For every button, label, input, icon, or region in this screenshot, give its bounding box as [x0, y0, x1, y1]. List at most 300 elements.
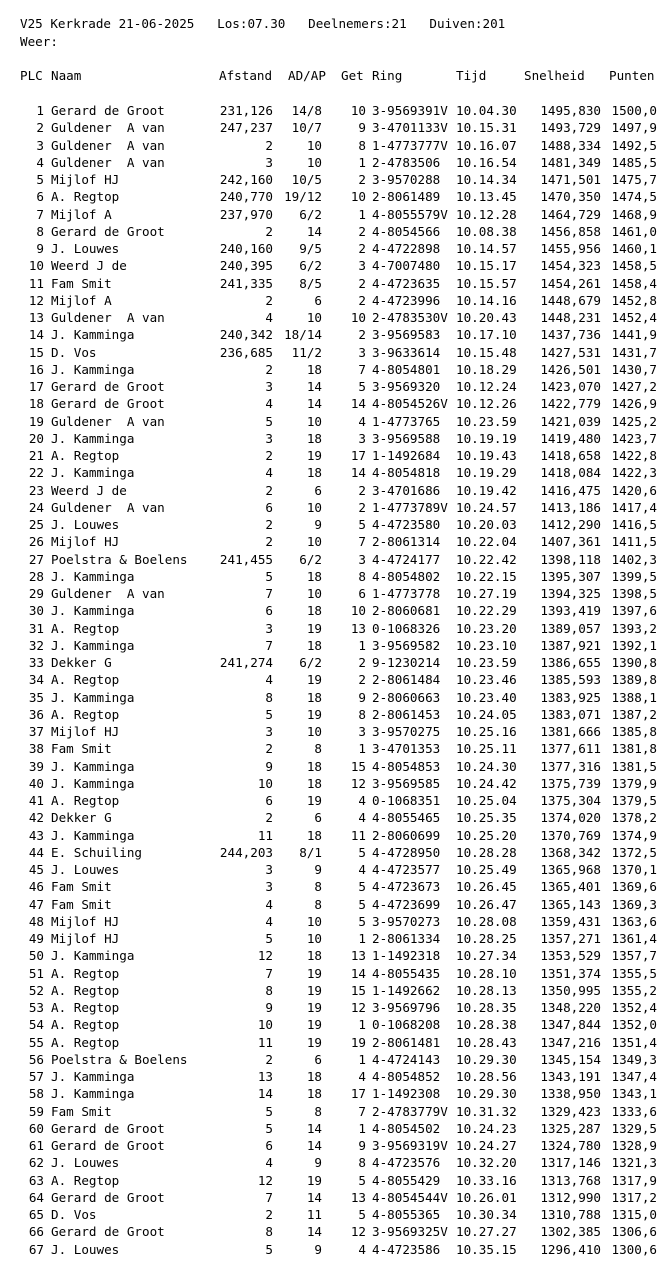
cell-snelheid: 1493,729	[540, 120, 601, 136]
cell-snelheid: 1351,374	[540, 965, 601, 981]
cell-adap: 14	[306, 1189, 322, 1205]
cell-ring: 3-9569582	[372, 637, 441, 653]
cell-naam: Fam Smit	[51, 741, 112, 757]
cell-plc: 44	[28, 844, 44, 860]
cell-snelheid: 1365,968	[540, 862, 601, 877]
column-header-ring: Ring	[372, 68, 403, 83]
cell-snelheid: 1365,401	[540, 879, 601, 895]
cell-plc: 48	[28, 913, 44, 929]
cell-ring: 1-4773777V	[372, 137, 448, 153]
cell-punten: 1398,5	[611, 586, 657, 601]
cell-get: 8	[358, 568, 366, 584]
cell-afstand: 9	[265, 1000, 273, 1015]
cell-tijd: 10.22.42	[456, 551, 517, 567]
cell-afstand: 241,274	[219, 655, 273, 670]
cell-naam: A. Regtop	[51, 1172, 120, 1188]
cell-adap: 6	[314, 292, 322, 308]
cell-snelheid: 1347,844	[540, 1017, 601, 1033]
cell-afstand: 2	[265, 810, 273, 826]
cell-punten: 1422,8	[611, 448, 657, 463]
cell-adap: 9	[314, 517, 322, 532]
cell-adap: 6/2	[299, 551, 322, 567]
cell-get: 5	[358, 1172, 366, 1188]
cell-snelheid: 1495,830	[540, 103, 601, 118]
cell-adap: 19	[306, 1172, 322, 1188]
cell-adap: 8	[314, 1103, 322, 1119]
cell-tijd: 10.25.11	[456, 741, 517, 757]
cell-tijd: 10.23.10	[456, 637, 517, 653]
cell-ring: 2-8061334	[372, 931, 441, 946]
cell-tijd: 10.20.43	[456, 310, 517, 325]
cell-tijd: 10.25.35	[456, 810, 517, 826]
cell-tijd: 10.17.10	[456, 327, 517, 343]
cell-naam: D. Vos	[51, 344, 97, 360]
cell-snelheid: 1407,361	[540, 534, 601, 550]
cell-plc: 29	[28, 586, 44, 601]
cell-afstand: 7	[265, 965, 273, 981]
cell-tijd: 10.28.56	[456, 1069, 517, 1084]
cell-adap: 10	[306, 913, 322, 929]
cell-snelheid: 1312,990	[540, 1189, 601, 1205]
cell-punten: 1328,9	[611, 1138, 657, 1153]
cell-naam: Mijlof A	[51, 206, 112, 222]
cell-plc: 38	[28, 741, 44, 757]
cell-snelheid: 1381,666	[540, 724, 601, 739]
cell-tijd: 10.19.19	[456, 430, 517, 446]
cell-afstand: 10	[257, 1017, 273, 1033]
cell-naam: J. Kamminga	[51, 775, 135, 791]
cell-ring: 4-8054526V	[372, 396, 448, 412]
cell-afstand: 241,335	[219, 275, 273, 291]
cell-snelheid: 1387,921	[540, 637, 601, 653]
cell-naam: A. Regtop	[51, 793, 120, 808]
cell-get: 13	[350, 1189, 366, 1205]
cell-tijd: 10.22.04	[456, 534, 517, 550]
cell-punten: 1300,6	[611, 1241, 657, 1257]
cell-plc: 4	[36, 154, 44, 170]
cell-adap: 9	[314, 862, 322, 877]
cell-naam: Gerard de Groot	[51, 1224, 165, 1240]
cell-ring: 2-8061453	[372, 706, 441, 722]
cell-punten: 1352,4	[611, 1000, 657, 1015]
cell-tijd: 10.16.07	[456, 137, 517, 153]
cell-punten: 1458,5	[611, 258, 657, 274]
cell-afstand: 11	[257, 827, 273, 843]
cell-naam: Gerard de Groot	[51, 103, 165, 118]
cell-naam: Guldener A van	[51, 413, 165, 429]
cell-punten: 1369,6	[611, 879, 657, 895]
cell-tijd: 10.24.30	[456, 758, 517, 774]
cell-get: 2	[358, 499, 366, 515]
cell-tijd: 10.24.23	[456, 1120, 517, 1136]
cell-snelheid: 1383,925	[540, 689, 601, 705]
cell-plc: 42	[28, 810, 44, 826]
cell-adap: 18	[306, 361, 322, 377]
cell-plc: 54	[28, 1017, 44, 1033]
cell-get: 2	[358, 241, 366, 256]
cell-afstand: 240,160	[219, 241, 273, 256]
cell-naam: A. Regtop	[51, 706, 120, 722]
cell-ring: 2-4783530V	[372, 310, 448, 325]
cell-naam: Guldener A van	[51, 154, 165, 170]
cell-afstand: 240,342	[219, 327, 273, 343]
cell-punten: 1460,1	[611, 241, 657, 256]
cell-snelheid: 1454,323	[540, 258, 601, 274]
cell-get: 2	[358, 482, 366, 498]
cell-get: 10	[350, 103, 366, 118]
cell-punten: 1441,9	[611, 327, 657, 343]
cell-tijd: 10.29.30	[456, 1086, 517, 1102]
cell-ring: 4-4728950	[372, 844, 441, 860]
cell-snelheid: 1353,529	[540, 948, 601, 964]
cell-ring: 4-8055465	[372, 810, 441, 826]
cell-ring: 3-9569796	[372, 1000, 441, 1015]
cell-tijd: 10.28.28	[456, 844, 517, 860]
cell-adap: 18	[306, 603, 322, 619]
cell-tijd: 10.24.05	[456, 706, 517, 722]
cell-naam: J. Kamminga	[51, 603, 135, 619]
cell-ring: 2-8060681	[372, 603, 441, 619]
cell-ring: 3-4701133V	[372, 120, 448, 136]
cell-plc: 26	[28, 534, 44, 550]
column-header-naam: Naam	[51, 68, 82, 83]
cell-plc: 56	[28, 1051, 44, 1067]
cell-tijd: 10.24.42	[456, 775, 517, 791]
cell-adap: 18	[306, 827, 322, 843]
cell-afstand: 4	[265, 1155, 273, 1171]
cell-naam: Mijlof HJ	[51, 724, 120, 739]
cell-get: 2	[358, 327, 366, 343]
cell-tijd: 10.31.32	[456, 1103, 517, 1119]
cell-get: 10	[350, 310, 366, 325]
cell-get: 13	[350, 948, 366, 964]
cell-punten: 1500,0	[611, 103, 657, 118]
cell-get: 2	[358, 672, 366, 688]
cell-snelheid: 1374,020	[540, 810, 601, 826]
cell-get: 1	[358, 637, 366, 653]
cell-naam: J. Louwes	[51, 517, 120, 532]
cell-tijd: 10.14.34	[456, 172, 517, 187]
cell-adap: 6	[314, 810, 322, 826]
cell-ring: 2-8061314	[372, 534, 441, 550]
cell-punten: 1390,8	[611, 655, 657, 670]
cell-afstand: 244,203	[219, 844, 273, 860]
cell-snelheid: 1471,501	[540, 172, 601, 187]
cell-tijd: 10.23.59	[456, 413, 517, 429]
cell-adap: 6	[314, 482, 322, 498]
cell-adap: 19	[306, 706, 322, 722]
cell-get: 10	[350, 189, 366, 205]
cell-snelheid: 1365,143	[540, 896, 601, 912]
cell-adap: 19	[306, 1017, 322, 1033]
cell-plc: 19	[28, 413, 44, 429]
weather-label: Weer:	[20, 34, 58, 49]
cell-get: 1	[358, 206, 366, 222]
cell-afstand: 3	[265, 430, 273, 446]
cell-afstand: 231,126	[219, 103, 273, 118]
cell-get: 1	[358, 1017, 366, 1033]
cell-adap: 19/12	[284, 189, 322, 205]
cell-punten: 1452,4	[611, 310, 657, 325]
cell-ring: 2-8061481	[372, 1034, 441, 1050]
cell-get: 2	[358, 223, 366, 239]
cell-naam: J. Kamminga	[51, 361, 135, 377]
cell-plc: 50	[28, 948, 44, 964]
cell-naam: Gerard de Groot	[51, 379, 165, 394]
cell-punten: 1426,9	[611, 396, 657, 412]
cell-afstand: 237,970	[219, 206, 273, 222]
cell-adap: 11/2	[291, 344, 322, 360]
cell-tijd: 10.19.42	[456, 482, 517, 498]
cell-afstand: 9	[265, 758, 273, 774]
cell-naam: J. Kamminga	[51, 568, 135, 584]
cell-tijd: 10.28.43	[456, 1034, 517, 1050]
cell-ring: 1-4773778	[372, 586, 441, 601]
cell-snelheid: 1345,154	[540, 1051, 601, 1067]
cell-plc: 51	[28, 965, 44, 981]
cell-tijd: 10.28.38	[456, 1017, 517, 1033]
cell-get: 1	[358, 931, 366, 946]
cell-ring: 4-8055365	[372, 1207, 441, 1222]
cell-tijd: 10.24.27	[456, 1138, 517, 1153]
cell-naam: J. Kamminga	[51, 327, 135, 343]
cell-afstand: 242,160	[219, 172, 273, 187]
cell-punten: 1458,4	[611, 275, 657, 291]
cell-adap: 10	[306, 724, 322, 739]
cell-afstand: 5	[265, 706, 273, 722]
cell-snelheid: 1310,788	[540, 1207, 601, 1222]
cell-punten: 1317,2	[611, 1189, 657, 1205]
cell-adap: 10	[306, 137, 322, 153]
cell-snelheid: 1437,736	[540, 327, 601, 343]
cell-naam: J. Kamminga	[51, 827, 135, 843]
cell-adap: 18	[306, 948, 322, 964]
cell-ring: 4-4723576	[372, 1155, 441, 1171]
cell-afstand: 240,395	[219, 258, 273, 274]
cell-plc: 39	[28, 758, 44, 774]
cell-get: 9	[358, 1138, 366, 1153]
cell-ring: 4-8054852	[372, 1069, 441, 1084]
cell-afstand: 7	[265, 637, 273, 653]
cell-adap: 10	[306, 413, 322, 429]
cell-punten: 1387,2	[611, 706, 657, 722]
cell-get: 12	[350, 1224, 366, 1240]
cell-adap: 8	[314, 741, 322, 757]
cell-tijd: 10.15.57	[456, 275, 517, 291]
cell-plc: 10	[28, 258, 44, 274]
cell-adap: 9	[314, 1241, 322, 1257]
cell-tijd: 10.23.59	[456, 655, 517, 670]
cell-snelheid: 1456,858	[540, 223, 601, 239]
cell-afstand: 4	[265, 896, 273, 912]
cell-get: 17	[350, 448, 366, 463]
cell-afstand: 240,770	[219, 189, 273, 205]
cell-afstand: 6	[265, 1138, 273, 1153]
cell-tijd: 10.23.46	[456, 672, 517, 688]
cell-get: 3	[358, 344, 366, 360]
cell-snelheid: 1347,216	[540, 1034, 601, 1050]
cell-punten: 1475,7	[611, 172, 657, 187]
cell-punten: 1402,3	[611, 551, 657, 567]
cell-naam: J. Louwes	[51, 241, 120, 256]
cell-ring: 2-8061484	[372, 672, 441, 688]
cell-punten: 1381,8	[611, 741, 657, 757]
cell-get: 5	[358, 913, 366, 929]
cell-snelheid: 1393,419	[540, 603, 601, 619]
cell-punten: 1411,5	[611, 534, 657, 550]
cell-snelheid: 1419,480	[540, 430, 601, 446]
cell-get: 2	[358, 292, 366, 308]
cell-get: 5	[358, 844, 366, 860]
cell-snelheid: 1296,410	[540, 1241, 601, 1257]
cell-get: 5	[358, 896, 366, 912]
cell-tijd: 10.19.29	[456, 465, 517, 481]
cell-snelheid: 1317,146	[540, 1155, 601, 1171]
cell-ring: 4-8054818	[372, 465, 441, 481]
cell-ring: 3-9633614	[372, 344, 441, 360]
cell-ring: 1-1492662	[372, 982, 441, 998]
cell-ring: 0-1068208	[372, 1017, 441, 1033]
cell-adap: 14	[306, 396, 322, 412]
cell-tijd: 10.25.04	[456, 793, 517, 808]
cell-snelheid: 1418,658	[540, 448, 601, 463]
cell-punten: 1361,4	[611, 931, 657, 946]
cell-plc: 7	[36, 206, 44, 222]
cell-afstand: 13	[257, 1069, 273, 1084]
cell-snelheid: 1375,304	[540, 793, 601, 808]
cell-adap: 6/2	[299, 258, 322, 274]
cell-adap: 10	[306, 310, 322, 325]
cell-plc: 67	[28, 1241, 44, 1257]
cell-naam: Guldener A van	[51, 310, 165, 325]
cell-plc: 32	[28, 637, 44, 653]
cell-punten: 1347,4	[611, 1069, 657, 1084]
cell-snelheid: 1418,084	[540, 465, 601, 481]
cell-ring: 2-8060699	[372, 827, 441, 843]
cell-adap: 18	[306, 430, 322, 446]
cell-naam: Guldener A van	[51, 120, 165, 136]
column-header-punten: Punten	[609, 68, 655, 83]
cell-afstand: 2	[265, 137, 273, 153]
cell-adap: 18	[306, 637, 322, 653]
cell-snelheid: 1375,739	[540, 775, 601, 791]
cell-punten: 1369,3	[611, 896, 657, 912]
cell-punten: 1370,1	[611, 862, 657, 877]
cell-punten: 1352,0	[611, 1017, 657, 1033]
cell-plc: 45	[28, 862, 44, 877]
cell-tijd: 10.12.24	[456, 379, 517, 394]
cell-adap: 19	[306, 448, 322, 463]
cell-ring: 3-9570273	[372, 913, 441, 929]
cell-ring: 3-9569320	[372, 379, 441, 394]
cell-naam: A. Regtop	[51, 1000, 120, 1015]
cell-afstand: 2	[265, 482, 273, 498]
cell-tijd: 10.25.20	[456, 827, 517, 843]
cell-get: 8	[358, 1155, 366, 1171]
cell-get: 7	[358, 361, 366, 377]
cell-get: 4	[358, 810, 366, 826]
cell-adap: 10	[306, 534, 322, 550]
cell-afstand: 4	[265, 396, 273, 412]
cell-plc: 5	[36, 172, 44, 187]
cell-naam: A. Regtop	[51, 448, 120, 463]
cell-naam: J. Louwes	[51, 1155, 120, 1171]
cell-snelheid: 1481,349	[540, 154, 601, 170]
cell-get: 13	[350, 620, 366, 636]
cell-get: 9	[358, 120, 366, 136]
cell-afstand: 6	[265, 793, 273, 808]
cell-ring: 3-4701686	[372, 482, 441, 498]
cell-tijd: 10.29.30	[456, 1051, 517, 1067]
cell-plc: 52	[28, 982, 44, 998]
cell-plc: 12	[28, 292, 44, 308]
cell-adap: 18	[306, 1069, 322, 1084]
cell-tijd: 10.28.35	[456, 1000, 517, 1015]
cell-get: 3	[358, 724, 366, 739]
cell-ring: 3-9570275	[372, 724, 441, 739]
cell-punten: 1392,1	[611, 637, 657, 653]
cell-tijd: 10.24.57	[456, 499, 517, 515]
cell-afstand: 8	[265, 982, 273, 998]
cell-plc: 59	[28, 1103, 44, 1119]
cell-plc: 3	[36, 137, 44, 153]
cell-adap: 18	[306, 689, 322, 705]
cell-snelheid: 1412,290	[540, 517, 601, 532]
cell-ring: 4-4723586	[372, 1241, 441, 1257]
cell-naam: A. Regtop	[51, 1034, 120, 1050]
cell-get: 14	[350, 465, 366, 481]
cell-adap: 6/2	[299, 655, 322, 670]
cell-snelheid: 1455,956	[540, 241, 601, 256]
cell-adap: 18	[306, 568, 322, 584]
cell-get: 19	[350, 1034, 366, 1050]
cell-snelheid: 1448,231	[540, 310, 601, 325]
cell-plc: 49	[28, 931, 44, 946]
cell-punten: 1485,5	[611, 154, 657, 170]
cell-snelheid: 1370,769	[540, 827, 601, 843]
cell-snelheid: 1377,611	[540, 741, 601, 757]
cell-adap: 18	[306, 1086, 322, 1102]
cell-snelheid: 1383,071	[540, 706, 601, 722]
cell-tijd: 10.12.28	[456, 206, 517, 222]
cell-naam: Poelstra & Boelens	[51, 1051, 188, 1067]
cell-punten: 1306,6	[611, 1224, 657, 1240]
cell-tijd: 10.15.17	[456, 258, 517, 274]
cell-adap: 8/5	[299, 275, 322, 291]
cell-plc: 14	[28, 327, 44, 343]
cell-plc: 34	[28, 672, 44, 688]
cell-naam: E. Schuiling	[51, 844, 142, 860]
cell-punten: 1363,6	[611, 913, 657, 929]
cell-tijd: 10.28.25	[456, 931, 517, 946]
cell-ring: 4-4723635	[372, 275, 441, 291]
cell-plc: 37	[28, 724, 44, 739]
cell-adap: 18	[306, 775, 322, 791]
cell-tijd: 10.15.48	[456, 344, 517, 360]
cell-adap: 11	[306, 1207, 322, 1222]
cell-adap: 10	[306, 586, 322, 601]
cell-tijd: 10.28.10	[456, 965, 517, 981]
cell-punten: 1317,9	[611, 1172, 657, 1188]
cell-punten: 1416,5	[611, 517, 657, 532]
cell-ring: 4-8054802	[372, 568, 441, 584]
cell-punten: 1321,3	[611, 1155, 657, 1171]
cell-plc: 36	[28, 706, 44, 722]
cell-afstand: 247,237	[219, 120, 273, 136]
cell-afstand: 5	[265, 1120, 273, 1136]
column-header-plc: PLC	[20, 68, 43, 83]
cell-plc: 25	[28, 517, 44, 532]
